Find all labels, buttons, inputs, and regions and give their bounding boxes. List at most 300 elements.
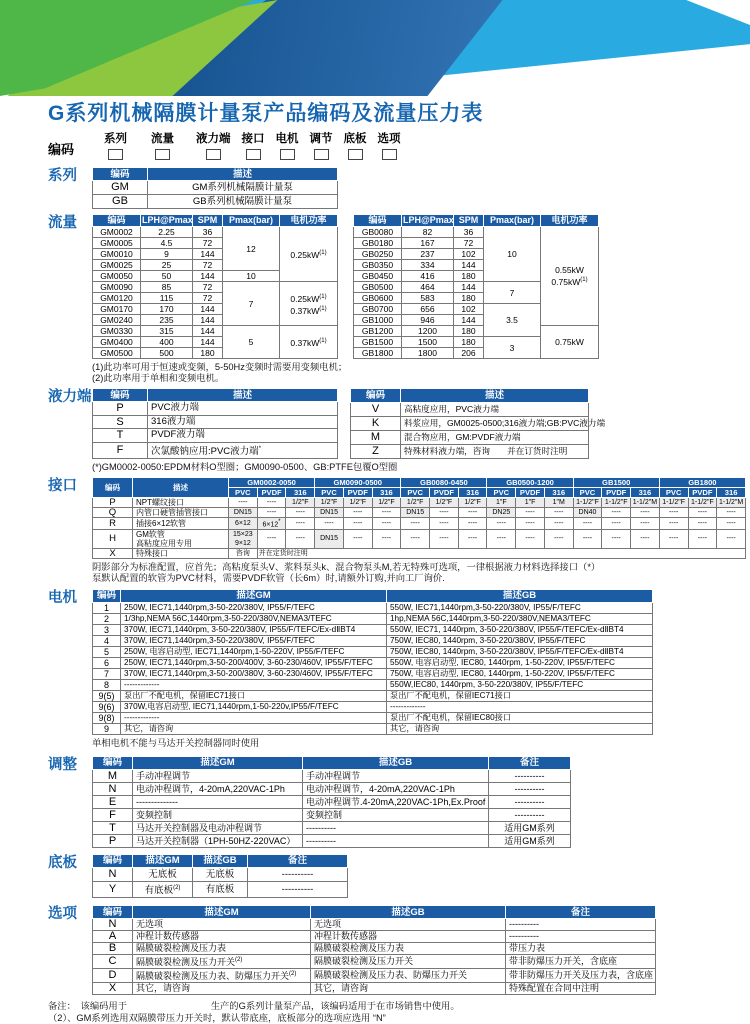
table-row (351, 402, 589, 416)
coding-box[interactable] (314, 149, 329, 160)
cell: 1/2"F (372, 497, 401, 507)
cell: ---- (516, 507, 545, 517)
cell: ---- (516, 517, 545, 529)
baseplate-section-label: 底板 (48, 854, 77, 871)
cell: GB0180 (354, 238, 402, 249)
table-row (93, 282, 338, 293)
interface-note-2: 泵默认配置的软管为PVC材料，需要PVDF软管（长6m）时,请额外订购,并向工厂询价. (92, 572, 445, 583)
cell: 9 (141, 249, 193, 260)
cell: 特殊材料液力端，咨询 并在订货时注明 (401, 444, 589, 458)
footer-note-1: 备注： 该编码用于 生产的G系列计量泵产品，该编码适用于在市场销售中使用。 (48, 1001, 460, 1012)
cell: GM0120 (93, 293, 141, 304)
cell: ---- (688, 507, 717, 517)
coding-field-label: 底板 (343, 133, 367, 145)
cell: ---------- (303, 834, 489, 847)
cell: ---- (257, 497, 286, 507)
cell: 7 (93, 668, 121, 679)
table-row (93, 181, 338, 195)
header-row (93, 906, 656, 919)
section-options (0, 905, 750, 995)
group-header: GB1800 (659, 477, 745, 487)
series-table (92, 167, 338, 209)
cell: 有底板$^{(2)}$ (133, 881, 193, 897)
coding-field-选项 (378, 133, 401, 160)
table-row (93, 919, 656, 931)
cell: ---- (229, 497, 258, 507)
cell: ---- (401, 529, 430, 548)
cell: 其它，请咨询 (133, 983, 311, 995)
cell: 6 (93, 657, 121, 668)
header-row (93, 756, 571, 769)
cell: 180 (454, 293, 484, 304)
column-header: Pmax(bar) (223, 215, 280, 227)
table-row (93, 195, 338, 209)
cell: GM0050 (93, 271, 141, 282)
table-row (93, 442, 338, 458)
header-row (351, 389, 589, 403)
section-series (0, 167, 750, 209)
coding-field-系列 (104, 133, 127, 160)
interface-section-label: 接口 (48, 477, 77, 494)
cell: 2 (93, 613, 121, 624)
coding-box[interactable] (206, 149, 221, 160)
table-row (93, 624, 653, 635)
cell: GM0400 (93, 337, 141, 348)
cell: 9 (93, 723, 121, 734)
liquid-note: (*)GM0002-0050:EPDM材料O型圈；GM0090-0500、GB:PTFE包覆O型圈 (92, 461, 398, 472)
cell: ------------- (121, 712, 387, 723)
table-row (351, 430, 589, 444)
power-cell: $0.25kW^{(1)}$ (280, 227, 338, 282)
cell: 2.25 (141, 227, 193, 238)
cell: 手动冲程调节 (303, 769, 489, 782)
section-adjust (0, 756, 750, 848)
cell: P (93, 402, 148, 416)
cell: 料浆应用，GM0025-0500;316液力端;GB:PVC液力端 (401, 416, 589, 430)
cell: GM0002 (93, 227, 141, 238)
header-row (93, 215, 338, 227)
cell: 隔膜破裂检测及压力表 (311, 943, 506, 955)
section-motor (0, 589, 750, 749)
column-header: 编码 (93, 854, 133, 867)
section-interface (0, 477, 750, 584)
cell: 1hp,NEMA 56C,1440rpm,3-50-220/380V,NEMA3/TEFC (387, 613, 653, 624)
power-cell: $0.37kW^{(1)}$ (280, 326, 338, 359)
cell: 102 (454, 304, 484, 315)
column-header: 电机功率 (280, 215, 338, 227)
cell: P (93, 834, 133, 847)
cell: 144 (193, 304, 223, 315)
cell: 946 (402, 315, 454, 326)
cell: 5 (93, 646, 121, 657)
table-row (93, 834, 571, 847)
cell: 1/2"F (315, 497, 344, 507)
cell: 马达开关控制器及电动冲程调节 (133, 821, 303, 834)
cell: 其它，请咨询 (311, 983, 506, 995)
cell: ---------- (489, 795, 571, 808)
column-header: 编码 (351, 389, 401, 403)
interface-table (92, 477, 746, 559)
table-row (93, 983, 656, 995)
cell: 1/2"F (458, 497, 487, 507)
table-row (93, 415, 338, 429)
cell: 高粘度应用，PVC液力端 (401, 402, 589, 416)
cell: 500 (141, 348, 193, 359)
cell: V (351, 402, 401, 416)
footer-notes (48, 1000, 750, 1024)
section-liquid-end (0, 388, 750, 473)
cell: 1/3hp,NEMA 56C,1440rpm,3-50-220/380V,NEMA3/TEFC (121, 613, 387, 624)
cell: ---- (688, 529, 717, 548)
cell: 72 (193, 238, 223, 249)
cell: ---- (516, 529, 545, 548)
cell: ---------- (248, 867, 348, 881)
cell: ---- (487, 529, 516, 548)
cell: ---------- (489, 769, 571, 782)
adjust-table (92, 756, 571, 848)
material-header: PVC (487, 487, 516, 497)
cell: 3 (93, 624, 121, 635)
header-row (354, 215, 599, 227)
table-row (93, 517, 746, 529)
group-header: GB0080-0450 (401, 477, 487, 487)
cell: GB0080 (354, 227, 402, 238)
coding-field-label: 系列 (104, 133, 128, 145)
column-header: 描述 (401, 389, 589, 403)
cell: 9(6) (93, 701, 121, 712)
cell: ---- (659, 517, 688, 529)
coding-field-label: 流量 (151, 133, 175, 145)
table-row (93, 712, 653, 723)
cell: 144 (193, 337, 223, 348)
cell: 72 (454, 238, 484, 249)
cell: 隔膜破裂检测及压力表、防爆压力开关 (311, 969, 506, 983)
cell: ---- (717, 517, 746, 529)
material-header: 316 (372, 487, 401, 497)
cell: T (93, 821, 133, 834)
coding-field-label: 接口 (241, 133, 265, 145)
cell: 1800 (402, 348, 454, 359)
cell: 无选项 (133, 919, 311, 931)
column-header: 备注 (506, 906, 656, 919)
cell: ---- (401, 517, 430, 529)
motor-note: 单相电机不能与马达开关控制器同时使用 (92, 737, 260, 748)
cell: K (351, 416, 401, 430)
table-row (93, 668, 653, 679)
cell: 36 (454, 227, 484, 238)
group-header: GB1500 (573, 477, 659, 487)
cell: DN15 (315, 507, 344, 517)
cell: 250W, IEC71,1440rpm,3-50-220/380V, IP55/F/TEFC (121, 602, 387, 613)
liquid-section-label: 液力端 (48, 389, 92, 405)
cell: ---- (544, 507, 573, 517)
column-header: SPM (454, 215, 484, 227)
cell: H (93, 529, 133, 548)
column-header: 备注 (489, 756, 571, 769)
cell: 隔膜破裂检测及压力开关$^{(2)}$ (133, 955, 311, 969)
cell: ---- (487, 517, 516, 529)
column-header: 描述GM (133, 854, 193, 867)
column-header: 编码 (93, 477, 133, 497)
cell: 416 (402, 271, 454, 282)
cell: ---- (430, 529, 459, 548)
cell: ---------- (248, 881, 348, 897)
column-header: 编码 (93, 215, 141, 227)
motor-section-label: 电机 (48, 589, 77, 606)
cell: 1200 (402, 326, 454, 337)
cell: 变频控制 (133, 808, 303, 821)
cell: B (93, 943, 133, 955)
cell: GM0500 (93, 348, 141, 359)
cell: D (93, 969, 133, 983)
column-header: 描述 (148, 168, 338, 181)
cell: 适用GM系列 (489, 821, 571, 834)
cell: 400 (141, 337, 193, 348)
cell: ---------- (303, 821, 489, 834)
cell: GM系列机械隔膜计量泵 (148, 181, 338, 195)
table-row (93, 646, 653, 657)
material-header: 316 (544, 487, 573, 497)
cell: DN15 (315, 529, 344, 548)
column-header: Pmax(bar) (484, 215, 541, 227)
material-header: PVC (229, 487, 258, 497)
cell: Z (351, 444, 401, 458)
cell: 750W, IEC80, 1440rpm, 3-50-220/380V, IP55/F/TEFC/Ex-dⅡBT4 (387, 646, 653, 657)
coding-box[interactable] (382, 149, 397, 160)
table-row (93, 881, 348, 897)
coding-row (48, 133, 750, 161)
coding-box[interactable] (348, 149, 363, 160)
coding-field-液力端 (196, 133, 231, 160)
table-row (93, 679, 653, 690)
table-row (93, 769, 571, 782)
cell: ---- (573, 517, 602, 529)
cell: N (93, 919, 133, 931)
cell: 1-1/2"F (659, 497, 688, 507)
section-flow (0, 214, 750, 384)
material-header: PVC (573, 487, 602, 497)
cell: ---------- (506, 919, 656, 931)
cell: ---- (343, 529, 372, 548)
cell: GB1500 (354, 337, 402, 348)
cell: GM0090 (93, 282, 141, 293)
cell: 250W, IEC71,1440rpm,3-50-200/400V, 3-60-230/460V, IP55/F/TEFC (121, 657, 387, 668)
table-row (93, 227, 338, 238)
cell: 237 (402, 249, 454, 260)
cell: ---- (631, 529, 660, 548)
cell: 144 (193, 315, 223, 326)
liquid-table-left (92, 388, 338, 459)
coding-field-流量 (151, 133, 174, 160)
cell: 其它，请咨询 (121, 723, 387, 734)
cell: 其它，请咨询 (387, 723, 653, 734)
material-header: 316 (458, 487, 487, 497)
header-graphic (0, 0, 750, 96)
material-header: PVDF (602, 487, 631, 497)
coding-box[interactable] (280, 149, 295, 160)
column-header: 描述 (148, 389, 338, 402)
cell: ---- (315, 517, 344, 529)
cell: 102 (454, 249, 484, 260)
table-row (93, 635, 653, 646)
table-row (93, 429, 338, 443)
cell: ---- (717, 507, 746, 517)
coding-field-接口 (242, 133, 265, 160)
cell: 144 (454, 282, 484, 293)
cell: 电动冲程调节.4-20mA,220VAC-1Ph,Ex.Proof (303, 795, 489, 808)
header-row (93, 854, 348, 867)
cell: A (93, 931, 133, 943)
cell: 泵出厂不配电机，保留IEC80接口 (387, 712, 653, 723)
cell: ---- (430, 507, 459, 517)
material-header: PVDF (430, 487, 459, 497)
group-header: GM0002-0050 (229, 477, 315, 487)
column-header: 编码 (93, 589, 121, 602)
coding-field-label: 液力端 (196, 133, 231, 145)
cell: ---- (257, 507, 286, 517)
flow-note-1: (1)此功率可用于恒速或变频，5-50Hz变频时需要用变频电机； (92, 362, 348, 372)
cell: 插接6×12软管 (133, 517, 229, 529)
coding-field-label: 电机 (275, 133, 299, 145)
power-cell: $0.25kW^{(1)}$ $0.37kW^{(1)}$ (280, 282, 338, 326)
material-header: 316 (717, 487, 746, 497)
cell: 混合物应用，GM:PVDF液力端 (401, 430, 589, 444)
pmax-cell: 3.5 (484, 304, 541, 337)
table-row (93, 402, 338, 416)
page-title: G系列机械隔膜计量泵产品编码及流量压力表 (48, 102, 484, 125)
cell: F (93, 442, 148, 458)
table-row (93, 808, 571, 821)
cell: 1/2"F (286, 497, 315, 507)
cell: ---- (631, 517, 660, 529)
motor-table (92, 589, 653, 735)
group-header-row (93, 477, 746, 487)
cell: X (93, 983, 133, 995)
flow-note-2: (2)此功率用于单相和变频电机。 (92, 373, 225, 383)
cell: 电动冲程调节，4-20mA,220VAC-1Ph (133, 782, 303, 795)
baseplate-table (92, 854, 348, 898)
column-header: 编码 (93, 168, 148, 181)
cell: 泵出厂不配电机，保留IEC71接口 (387, 690, 653, 701)
cell: ---- (544, 517, 573, 529)
cell: 25 (141, 260, 193, 271)
cell: GB0600 (354, 293, 402, 304)
cell: 115 (141, 293, 193, 304)
cell: ---- (458, 507, 487, 517)
cell: 无底板 (193, 867, 248, 881)
cell: GM0010 (93, 249, 141, 260)
cell: X (93, 548, 133, 558)
cell: 180 (454, 326, 484, 337)
cell: 1"F (487, 497, 516, 507)
column-header: 描述GM (121, 589, 387, 602)
cell: 带非防爆压力开关，含底座 (506, 955, 656, 969)
cell: ---- (372, 507, 401, 517)
cell: T (93, 429, 148, 443)
cell: 适用GM系列 (489, 834, 571, 847)
table-row (93, 943, 656, 955)
cell: 1-1/2"F (573, 497, 602, 507)
cell: ---- (602, 529, 631, 548)
pmax-cell: 7 (484, 282, 541, 304)
cell: 9(8) (93, 712, 121, 723)
material-header: PVC (315, 487, 344, 497)
flow-table-gm (92, 214, 338, 359)
coding-field-label: 选项 (377, 133, 401, 145)
cell: M (351, 430, 401, 444)
cell: 4.5 (141, 238, 193, 249)
cell: ---- (458, 517, 487, 529)
cell: 315 (141, 326, 193, 337)
coding-box[interactable] (246, 149, 261, 160)
coding-box[interactable] (108, 149, 123, 160)
cell: GM0005 (93, 238, 141, 249)
cell: ------------- (121, 679, 387, 690)
cell: ---- (286, 529, 315, 548)
cell: GB系列机械隔膜计量泵 (148, 195, 338, 209)
material-header: 316 (631, 487, 660, 497)
coding-field-label: 调节 (309, 133, 333, 145)
cell: 72 (193, 293, 223, 304)
cell: ---- (286, 517, 315, 529)
cell: 9(5) (93, 690, 121, 701)
cell: 无选项 (311, 919, 506, 931)
flow-gap (338, 214, 353, 359)
cell: 370W, IEC71,1440rpm, 3-50-220/380V, IP55/F/TEFC/Ex-dⅡBT4 (121, 624, 387, 635)
cell: 550W, IEC71, 1440rpm, 3-50-220/380V, IP55/F/TEFC/Ex-dⅡBT4 (387, 624, 653, 635)
table-row (93, 548, 746, 558)
cell: 750W, 电容启动型, IEC80, 1440rpm, 1-50-220V, IP55/F/TEFC (387, 668, 653, 679)
table-row (93, 690, 653, 701)
cell: 6×12* (257, 517, 286, 529)
cell: 550W, IEC71,1440rpm,3-50-220/380V, IP55/F/TEFC (387, 602, 653, 613)
table-row (93, 723, 653, 734)
cell: 隔膜破裂检测及压力开关 (311, 955, 506, 969)
pmax-cell: 5 (223, 326, 280, 359)
table-row (93, 701, 653, 712)
cell: GB0700 (354, 304, 402, 315)
cell: GM0170 (93, 304, 141, 315)
cell: 750W, IEC80, 1440rpm, 3-50-220/380V, IP55/F/TEFC (387, 635, 653, 646)
column-header: 描述GB (193, 854, 248, 867)
cell: 370W, IEC71,1440rpm,3-50-200/380V, 3-60-230/460V, IP55/F/TEFC (121, 668, 387, 679)
column-header: SPM (193, 215, 223, 227)
cell: 无底板 (133, 867, 193, 881)
series-section-label: 系列 (48, 168, 77, 184)
cell: R (93, 517, 133, 529)
cell: N (93, 782, 133, 795)
cell: ---------- (489, 808, 571, 821)
cell: GB0250 (354, 249, 402, 260)
cell: GM0330 (93, 326, 141, 337)
header-row (93, 589, 653, 602)
column-header: 描述GB (387, 589, 653, 602)
pmax-cell: 10 (484, 227, 541, 282)
cell: ---- (659, 507, 688, 517)
cell: 464 (402, 282, 454, 293)
cell: ---- (343, 517, 372, 529)
cell: 144 (193, 271, 223, 282)
table-row (93, 955, 656, 969)
cell: ---- (458, 529, 487, 548)
column-header: 描述GM (133, 756, 303, 769)
material-header: PVDF (516, 487, 545, 497)
cell: 特殊配置在合同中注明 (506, 983, 656, 995)
cell: 1500 (402, 337, 454, 348)
table-row (351, 444, 589, 458)
coding-box[interactable] (155, 149, 170, 160)
cell: P (93, 497, 133, 507)
